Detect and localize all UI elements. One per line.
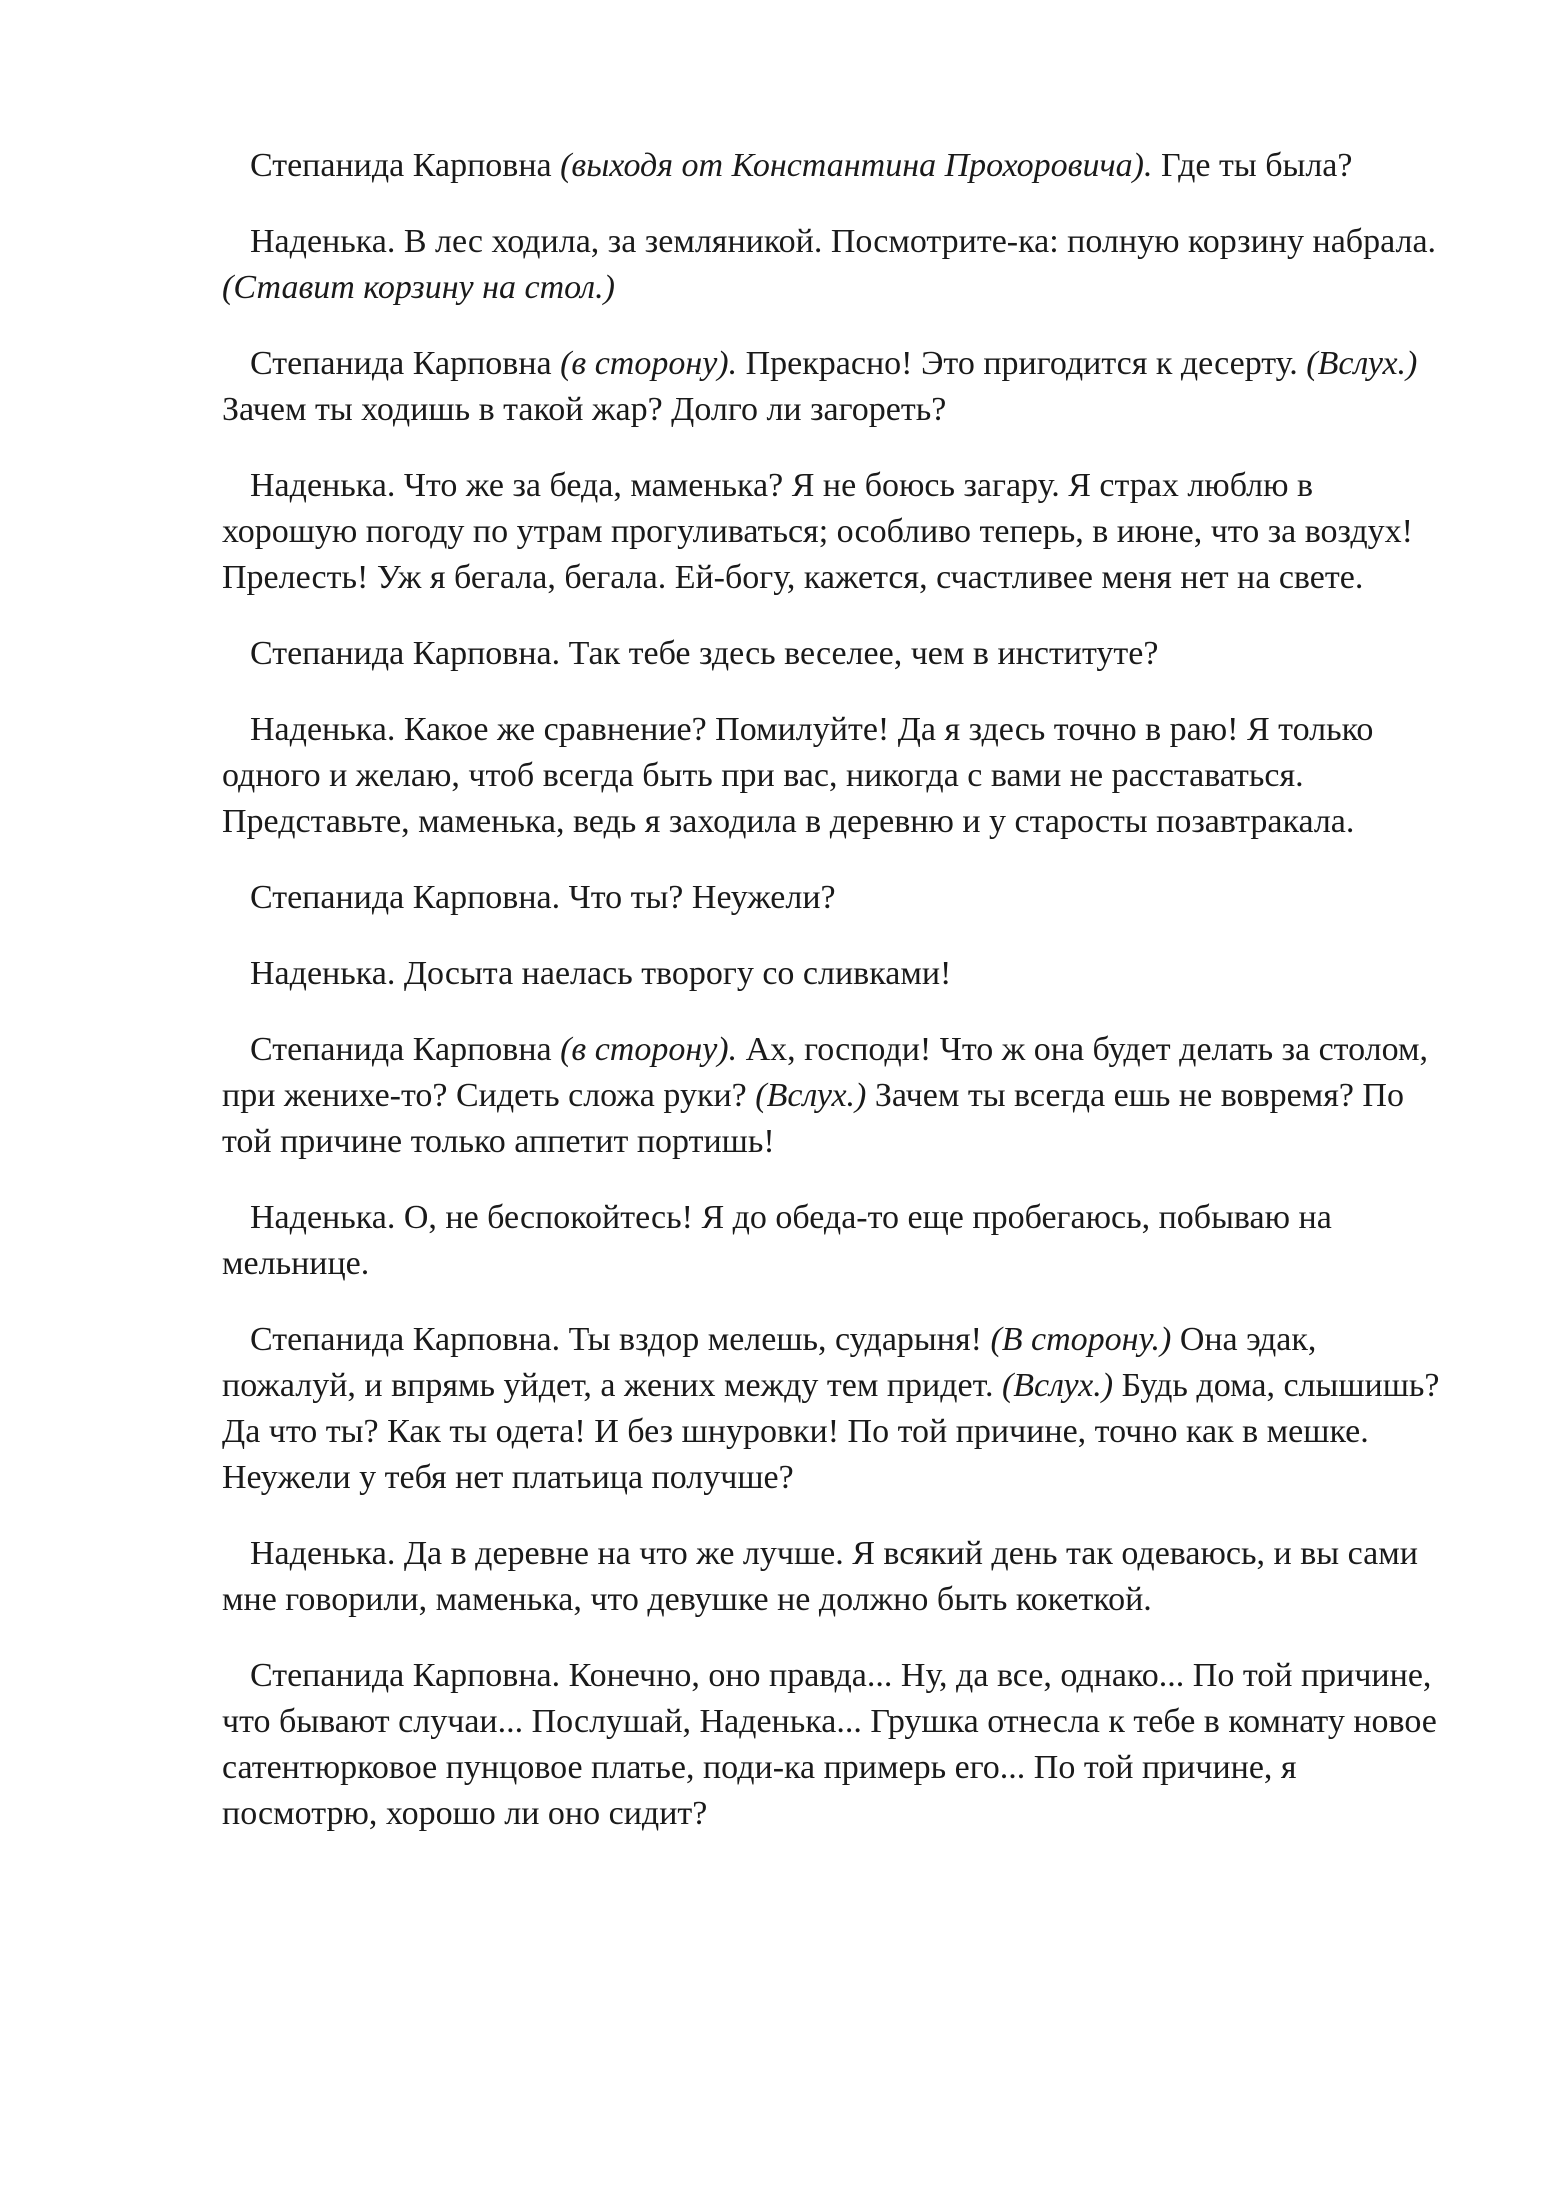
dialogue-text: Наденька. Какое же сравнение? Помилуйте! Да я здесь точно в раю! Я только одного и желаю, чтоб всегда быть при вас, никогда с вами не расставаться. Представьте, маменька, ведь я заходила в деревню и у старосты позавтракала. [222, 711, 1374, 840]
dialogue-text: Степанида Карповна. Так тебе здесь веселее, чем в институте? [250, 635, 1159, 672]
dialogue-paragraph [222, 463, 1452, 601]
dialogue-paragraph [222, 1531, 1452, 1623]
stage-direction: (выходя от Константина Прохоровича). [560, 147, 1153, 184]
stage-direction: (Ставит корзину на стол.) [222, 269, 615, 306]
dialogue-paragraph [222, 707, 1452, 845]
dialogue-text: Наденька. В лес ходила, за земляникой. Посмотрите-ка: полную корзину набрала. [250, 223, 1437, 260]
dialogue-text: Степанида Карповна [250, 147, 561, 184]
dialogue-paragraph [222, 951, 1452, 997]
dialogue-text: Степанида Карповна. Что ты? Неужели? [250, 879, 836, 916]
dialogue-paragraph [222, 875, 1452, 921]
dialogue-paragraph [222, 1195, 1452, 1287]
dialogue-text: Степанида Карповна. Конечно, оно правда... Ну, да все, однако... По той причине, что бывают случаи... Послушай, Наденька... Грушка отнесла к тебе в комнату новое сатентюрковое пунцовое платье, поди-ка примерь его... По той причине, я посмотрю, хорошо ли оно сидит? [222, 1657, 1437, 1832]
stage-direction: (Вслух.) [1001, 1367, 1114, 1404]
dialogue-text: Степанида Карповна [250, 345, 561, 382]
dialogue-text: Прекрасно! Это пригодится к десерту. [737, 345, 1307, 382]
dialogue-text: Степанида Карповна. Ты вздор мелешь, сударыня! [250, 1321, 991, 1358]
dialogue-paragraph [222, 143, 1452, 189]
dialogue-text: Наденька. Досыта наелась творогу со сливками! [250, 955, 952, 992]
stage-direction: (в сторону). [560, 345, 738, 382]
dialogue-paragraph [222, 631, 1452, 677]
dialogue-paragraph [222, 219, 1452, 311]
stage-direction: (в сторону). [560, 1031, 738, 1068]
dialogue-text: Зачем ты всегда ешь не вовремя? По той причине только аппетит портишь! [222, 1077, 1404, 1160]
dialogue-paragraph [222, 1653, 1452, 1837]
dialogue-text: Наденька. Да в деревне на что же лучше. Я всякий день так одеваюсь, и вы сами мне говорили, маменька, что девушке не должно быть кокеткой. [222, 1535, 1418, 1618]
dialogue-text: Ах, господи! Что ж она будет делать за столом, при женихе-то? Сидеть сложа руки? [222, 1031, 1428, 1114]
stage-direction: (Вслух.) [755, 1077, 867, 1114]
dialogue-text: Будь дома, слышишь? Да что ты? Как ты одета! И без шнуровки! По той причине, точно как в мешке. Неужели у тебя нет платьица получше? [222, 1367, 1440, 1496]
dialogue-text: Зачем ты ходишь в такой жар? Долго ли загореть? [222, 391, 947, 428]
dialogue-text: Наденька. О, не беспокойтесь! Я до обеда-то еще пробегаюсь, побываю на мельнице. [222, 1199, 1332, 1282]
stage-direction: (Вслух.) [1306, 345, 1418, 382]
dialogue-paragraph [222, 1027, 1452, 1165]
dialogue-paragraph [222, 341, 1452, 433]
dialogue-text: Она эдак, пожалуй, и впрямь уйдет, а жених между тем придет. [222, 1321, 1317, 1404]
dialogue-text: Где ты была? [1152, 147, 1353, 184]
dialogue-text: Наденька. Что же за беда, маменька? Я не боюсь загару. Я страх люблю в хорошую погоду по утрам прогуливаться; особливо теперь, в июне, что за воздух! Прелесть! Уж я бегала, бегала. Ей-богу, кажется, счастливее меня нет на свете. [222, 467, 1413, 596]
stage-direction: (В сторону.) [990, 1321, 1172, 1358]
dialogue-paragraph [222, 1317, 1452, 1501]
dialogue-text: Степанида Карповна [250, 1031, 561, 1068]
play-text [222, 143, 1452, 1867]
